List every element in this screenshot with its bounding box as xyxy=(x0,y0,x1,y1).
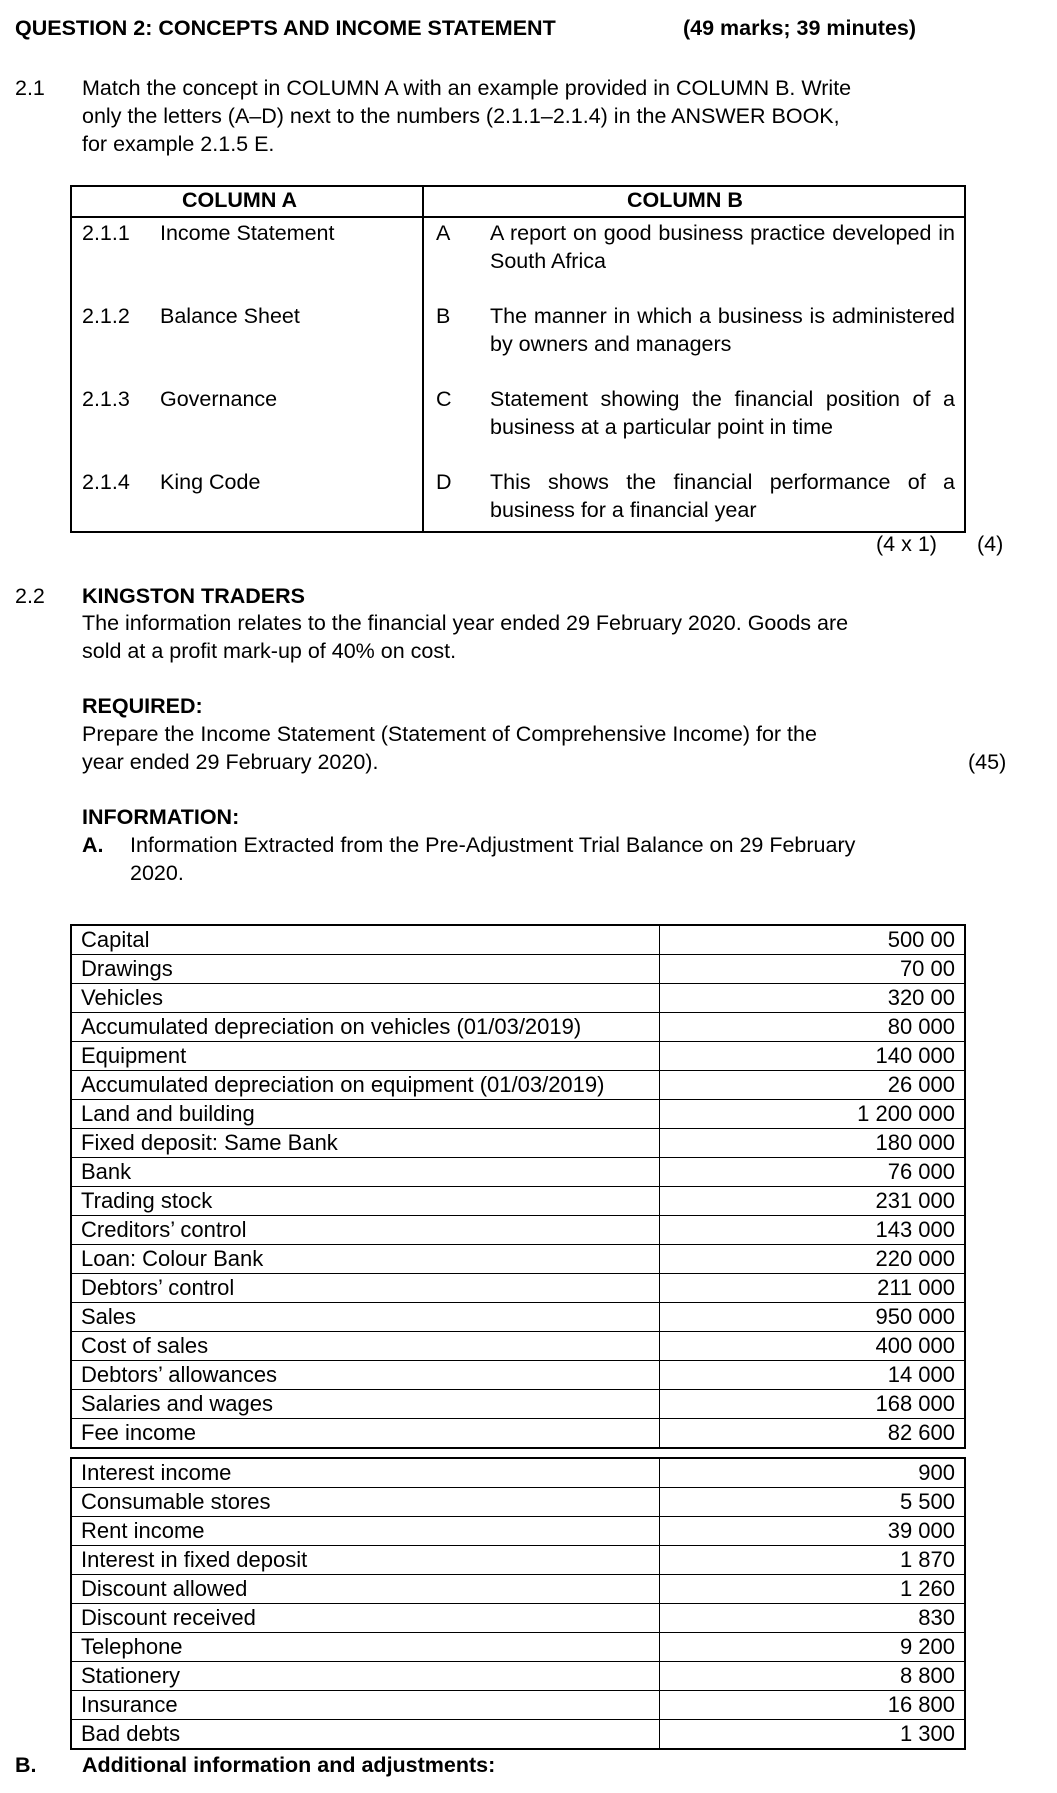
account-amount: 140 000 xyxy=(660,1042,966,1071)
table-row xyxy=(71,1546,965,1575)
account-amount: 211 000 xyxy=(660,1274,966,1303)
account-amount: 80 000 xyxy=(660,1013,966,1042)
table-row xyxy=(71,1458,965,1488)
table-row xyxy=(71,1361,965,1390)
table-row xyxy=(71,1691,965,1720)
q21-number: 2.1 xyxy=(15,76,45,100)
concept-label: Balance Sheet xyxy=(160,304,300,328)
account-amount: 26 000 xyxy=(660,1071,966,1100)
info-a-line-1: Information Extracted from the Pre-Adjustment Trial Balance on 29 February xyxy=(130,833,856,857)
table-row xyxy=(71,1129,965,1158)
concept-label: Income Statement xyxy=(160,221,335,245)
account-label: Capital xyxy=(71,925,660,955)
required-line-1: Prepare the Income Statement (Statement of Comprehensive Income) for the xyxy=(82,722,817,746)
account-label: Land and building xyxy=(71,1100,660,1129)
account-amount: 1 870 xyxy=(660,1546,966,1575)
matching-table xyxy=(70,185,966,533)
column-divider xyxy=(422,187,424,531)
account-label: Vehicles xyxy=(71,984,660,1013)
q21-mark-calc: (4 x 1) xyxy=(876,532,937,556)
account-amount: 16 800 xyxy=(660,1691,966,1720)
account-amount: 1 260 xyxy=(660,1575,966,1604)
table-row xyxy=(71,925,965,955)
option-description: This shows the financial performance of a business for a financial year xyxy=(490,470,955,522)
account-amount: 168 000 xyxy=(660,1390,966,1419)
account-amount: 1 300 xyxy=(660,1720,966,1750)
table-row xyxy=(71,1575,965,1604)
option-letter: D xyxy=(436,470,452,494)
table-row xyxy=(71,1662,965,1691)
account-amount: 400 000 xyxy=(660,1332,966,1361)
account-amount: 70 00 xyxy=(660,955,966,984)
account-label: Cost of sales xyxy=(71,1332,660,1361)
concept-label: Governance xyxy=(160,387,278,411)
account-label: Accumulated depreciation on equipment (01/03/2019) xyxy=(71,1071,660,1100)
account-label: Debtors’ control xyxy=(71,1274,660,1303)
q22-intro-line-2: sold at a profit mark-up of 40% on cost. xyxy=(82,639,457,663)
q22-number: 2.2 xyxy=(15,584,45,608)
question-title: QUESTION 2: CONCEPTS AND INCOME STATEMENT xyxy=(15,16,556,40)
info-a-line-2: 2020. xyxy=(130,861,184,885)
option-description: The manner in which a business is administered by owners and managers xyxy=(490,304,955,356)
table-row xyxy=(71,955,965,984)
account-amount: 82 600 xyxy=(660,1419,966,1449)
option-description: Statement showing the financial position of a business at a particular point in time xyxy=(490,387,955,439)
table-row xyxy=(71,1187,965,1216)
account-label: Equipment xyxy=(71,1042,660,1071)
row-number: 2.1.3 xyxy=(82,387,130,411)
table-row xyxy=(71,1042,965,1071)
account-amount: 8 800 xyxy=(660,1662,966,1691)
account-label: Discount received xyxy=(71,1604,660,1633)
account-amount: 500 00 xyxy=(660,925,966,955)
row-number: 2.1.1 xyxy=(82,221,130,245)
account-label: Debtors’ allowances xyxy=(71,1361,660,1390)
info-b-letter: B. xyxy=(15,1753,37,1777)
account-label: Fixed deposit: Same Bank xyxy=(71,1129,660,1158)
account-amount: 143 000 xyxy=(660,1216,966,1245)
trial-balance-table-part-1 xyxy=(70,924,966,1449)
account-label: Stationery xyxy=(71,1662,660,1691)
account-amount: 1 200 000 xyxy=(660,1100,966,1129)
table-row xyxy=(71,1332,965,1361)
q21-marks: (4) xyxy=(977,532,1004,556)
information-heading: INFORMATION: xyxy=(82,805,240,829)
q22-intro-line-1: The information relates to the financial year ended 29 February 2020. Goods are xyxy=(82,611,849,635)
account-label: Interest income xyxy=(71,1458,660,1488)
q21-instruction-line-2: only the letters (A–D) next to the numbers (2.1.1–2.1.4) in the ANSWER BOOK, xyxy=(82,104,840,128)
table-row xyxy=(71,984,965,1013)
account-label: Loan: Colour Bank xyxy=(71,1245,660,1274)
account-amount: 220 000 xyxy=(660,1245,966,1274)
account-label: Bank xyxy=(71,1158,660,1187)
option-letter: C xyxy=(436,387,452,411)
table-row xyxy=(71,1720,965,1750)
account-label: Accumulated depreciation on vehicles (01/03/2019) xyxy=(71,1013,660,1042)
table-row xyxy=(71,1517,965,1546)
q22-marks: (45) xyxy=(968,750,1007,774)
table-row xyxy=(71,1419,965,1449)
account-label: Sales xyxy=(71,1303,660,1332)
required-line-2: year ended 29 February 2020). xyxy=(82,750,379,774)
option-letter: B xyxy=(436,304,451,328)
table-row xyxy=(71,1274,965,1303)
row-number: 2.1.4 xyxy=(82,470,130,494)
q21-instruction-line-3: for example 2.1.5 E. xyxy=(82,132,275,156)
account-amount: 5 500 xyxy=(660,1488,966,1517)
account-label: Fee income xyxy=(71,1419,660,1449)
column-b-header: COLUMN B xyxy=(627,188,743,212)
table-row xyxy=(71,1488,965,1517)
account-amount: 14 000 xyxy=(660,1361,966,1390)
table-row xyxy=(71,1216,965,1245)
header-divider xyxy=(72,216,964,218)
row-number: 2.1.2 xyxy=(82,304,130,328)
account-amount: 9 200 xyxy=(660,1633,966,1662)
concept-label: King Code xyxy=(160,470,261,494)
trial-balance-table-part-2 xyxy=(70,1457,966,1750)
table-row xyxy=(71,1100,965,1129)
option-description: A report on good business practice developed in South Africa xyxy=(490,221,955,273)
account-label: Salaries and wages xyxy=(71,1390,660,1419)
table-row xyxy=(71,1158,965,1187)
account-amount: 231 000 xyxy=(660,1187,966,1216)
table-row xyxy=(71,1013,965,1042)
account-label: Bad debts xyxy=(71,1720,660,1750)
table-row xyxy=(71,1604,965,1633)
table-row xyxy=(71,1633,965,1662)
q21-instruction-line-1: Match the concept in COLUMN A with an example provided in COLUMN B. Write xyxy=(82,76,852,100)
column-a-header: COLUMN A xyxy=(182,188,298,212)
option-letter: A xyxy=(436,221,451,245)
required-heading: REQUIRED: xyxy=(82,694,203,718)
q22-heading: KINGSTON TRADERS xyxy=(82,584,305,608)
info-a-letter: A. xyxy=(82,833,104,857)
account-label: Creditors’ control xyxy=(71,1216,660,1245)
info-b-heading: Additional information and adjustments: xyxy=(82,1753,496,1777)
account-amount: 320 00 xyxy=(660,984,966,1013)
account-label: Trading stock xyxy=(71,1187,660,1216)
account-amount: 39 000 xyxy=(660,1517,966,1546)
account-amount: 950 000 xyxy=(660,1303,966,1332)
account-label: Insurance xyxy=(71,1691,660,1720)
account-label: Discount allowed xyxy=(71,1575,660,1604)
account-label: Interest in fixed deposit xyxy=(71,1546,660,1575)
table-row xyxy=(71,1303,965,1332)
account-label: Telephone xyxy=(71,1633,660,1662)
account-label: Consumable stores xyxy=(71,1488,660,1517)
account-amount: 830 xyxy=(660,1604,966,1633)
table-row xyxy=(71,1071,965,1100)
account-amount: 180 000 xyxy=(660,1129,966,1158)
account-label: Rent income xyxy=(71,1517,660,1546)
table-row xyxy=(71,1390,965,1419)
account-amount: 900 xyxy=(660,1458,966,1488)
account-amount: 76 000 xyxy=(660,1158,966,1187)
question-marks: (49 marks; 39 minutes) xyxy=(683,16,917,40)
account-label: Drawings xyxy=(71,955,660,984)
table-row xyxy=(71,1245,965,1274)
